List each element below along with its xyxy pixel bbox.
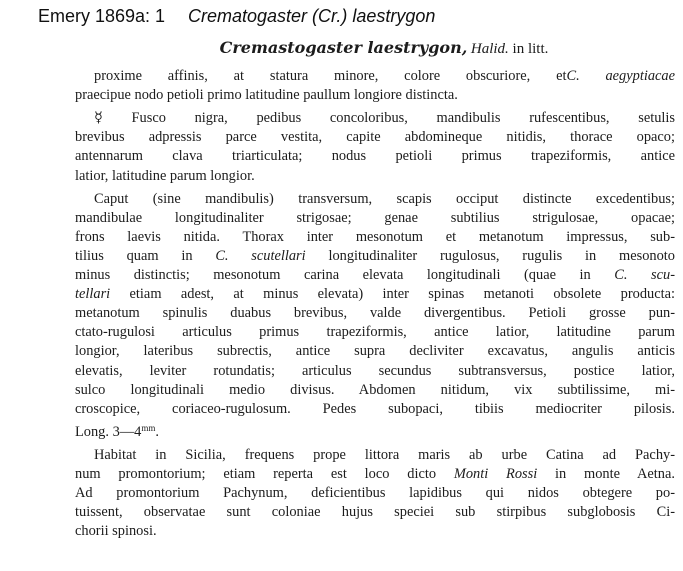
text-line: proxime affinis, at statura minore, colore obscuriore, etC. aegyptiacae bbox=[94, 68, 675, 85]
species-authority: Halid. bbox=[470, 41, 509, 57]
text-line: Habitat in Sicilia, frequens prope littora maris ab urbe Catina ad Pachy- bbox=[94, 446, 675, 463]
text-line: frons laevis nitida. Thorax inter mesonotum et metanotum impressus, sub- bbox=[75, 228, 675, 245]
text-line: ctato-rugulosi articulus primus trapeziformis, antice latior, latitudine parum bbox=[75, 324, 675, 341]
text-line: croscopice, coriaceo-rugulosum. Pedes subopaci, tibiis mediocriter pilosis. bbox=[75, 400, 675, 417]
scanned-description bbox=[75, 38, 675, 541]
text-line: minus distinctis; mesonotum carina elevata longitudinali (quae in C. scu- bbox=[75, 267, 675, 284]
description-body bbox=[75, 67, 675, 541]
text-line: tellari etiam adest, at minus elevata) inter spinas metanoti obsolete producta: bbox=[75, 286, 675, 303]
text-line: Caput (sine mandibulis) transversum, scapis occiput distincte excedentibus; bbox=[94, 190, 675, 207]
italic-term: tellari bbox=[75, 286, 111, 303]
text-line: chorii spinosi. bbox=[75, 523, 157, 540]
text-line: praecipue nodo petioli primo latitudine paullum longiore distincta. bbox=[75, 87, 458, 104]
unit-superscript: mm bbox=[141, 422, 156, 433]
paragraph bbox=[75, 109, 675, 185]
text-line: elevatis, leviter rotundatis; articulus secundus subtransversus, postice latior, bbox=[75, 362, 675, 379]
text-line: brevibus adpressis parce vestita, capite abdomineque nitidis, thorace opaco; bbox=[75, 129, 675, 146]
paragraph bbox=[75, 67, 675, 105]
text-line: tuissent, observatae sunt coloniae hujus speciei sub stirpibus subglobosis Ci- bbox=[75, 504, 675, 521]
italic-term: Monti Rossi bbox=[453, 465, 538, 482]
text-line: Long. $3—4^{mm}$. bbox=[75, 422, 159, 440]
text-line: sulco longitudinali medio divisus. Abdomen nitidum, vix subtilissime, mi- bbox=[75, 381, 675, 398]
text-line: tilius quam in C. scutellari longitudinaliter rugulosus, rugulis in mesonoto bbox=[75, 247, 675, 264]
italic-term: C. aegyptiacae bbox=[566, 68, 675, 85]
paragraph bbox=[75, 446, 675, 541]
species-title-name: Cremastogaster laestrygon, bbox=[219, 38, 468, 57]
catalog-header bbox=[38, 6, 435, 27]
text-line: latior, latitudine parum longior. bbox=[75, 167, 255, 184]
text-line: num promontorium; etiam reperta est loco dicto Monti Rossi in monte Aetna. bbox=[75, 465, 675, 482]
reference-citation: Emery 1869a: 1 bbox=[38, 6, 166, 26]
text-line: Ad promontorium Pachynum, deficientibus lapidibus qui nidos obtegere po- bbox=[75, 485, 675, 502]
text-line: antennarum clava triarticulata; nodus petioli primus trapeziformis, antice bbox=[75, 148, 675, 165]
italic-term: C. scu- bbox=[614, 267, 675, 284]
italic-term: C. scutellari bbox=[215, 247, 306, 264]
text-line: metanotum spinulis duabus brevibus, valde divergentibus. Petioli grosse pun- bbox=[75, 305, 675, 322]
taxon-name: Crematogaster (Cr.) laestrygon bbox=[188, 6, 436, 26]
species-status: in litt. bbox=[512, 41, 549, 57]
text-line: longior, lateribus subrectis, antice supra decliviter excavatus, angulis anticis bbox=[75, 343, 675, 360]
paragraph bbox=[75, 190, 675, 442]
text-line: ☿ Fusco nigra, pedibus concoloribus, mandibulis rufescentibus, setulis bbox=[94, 110, 675, 127]
text-line: mandibulae longitudinaliter strigosae; genae subtilius strigulosae, opacae; bbox=[75, 209, 675, 226]
species-title bbox=[93, 38, 675, 59]
